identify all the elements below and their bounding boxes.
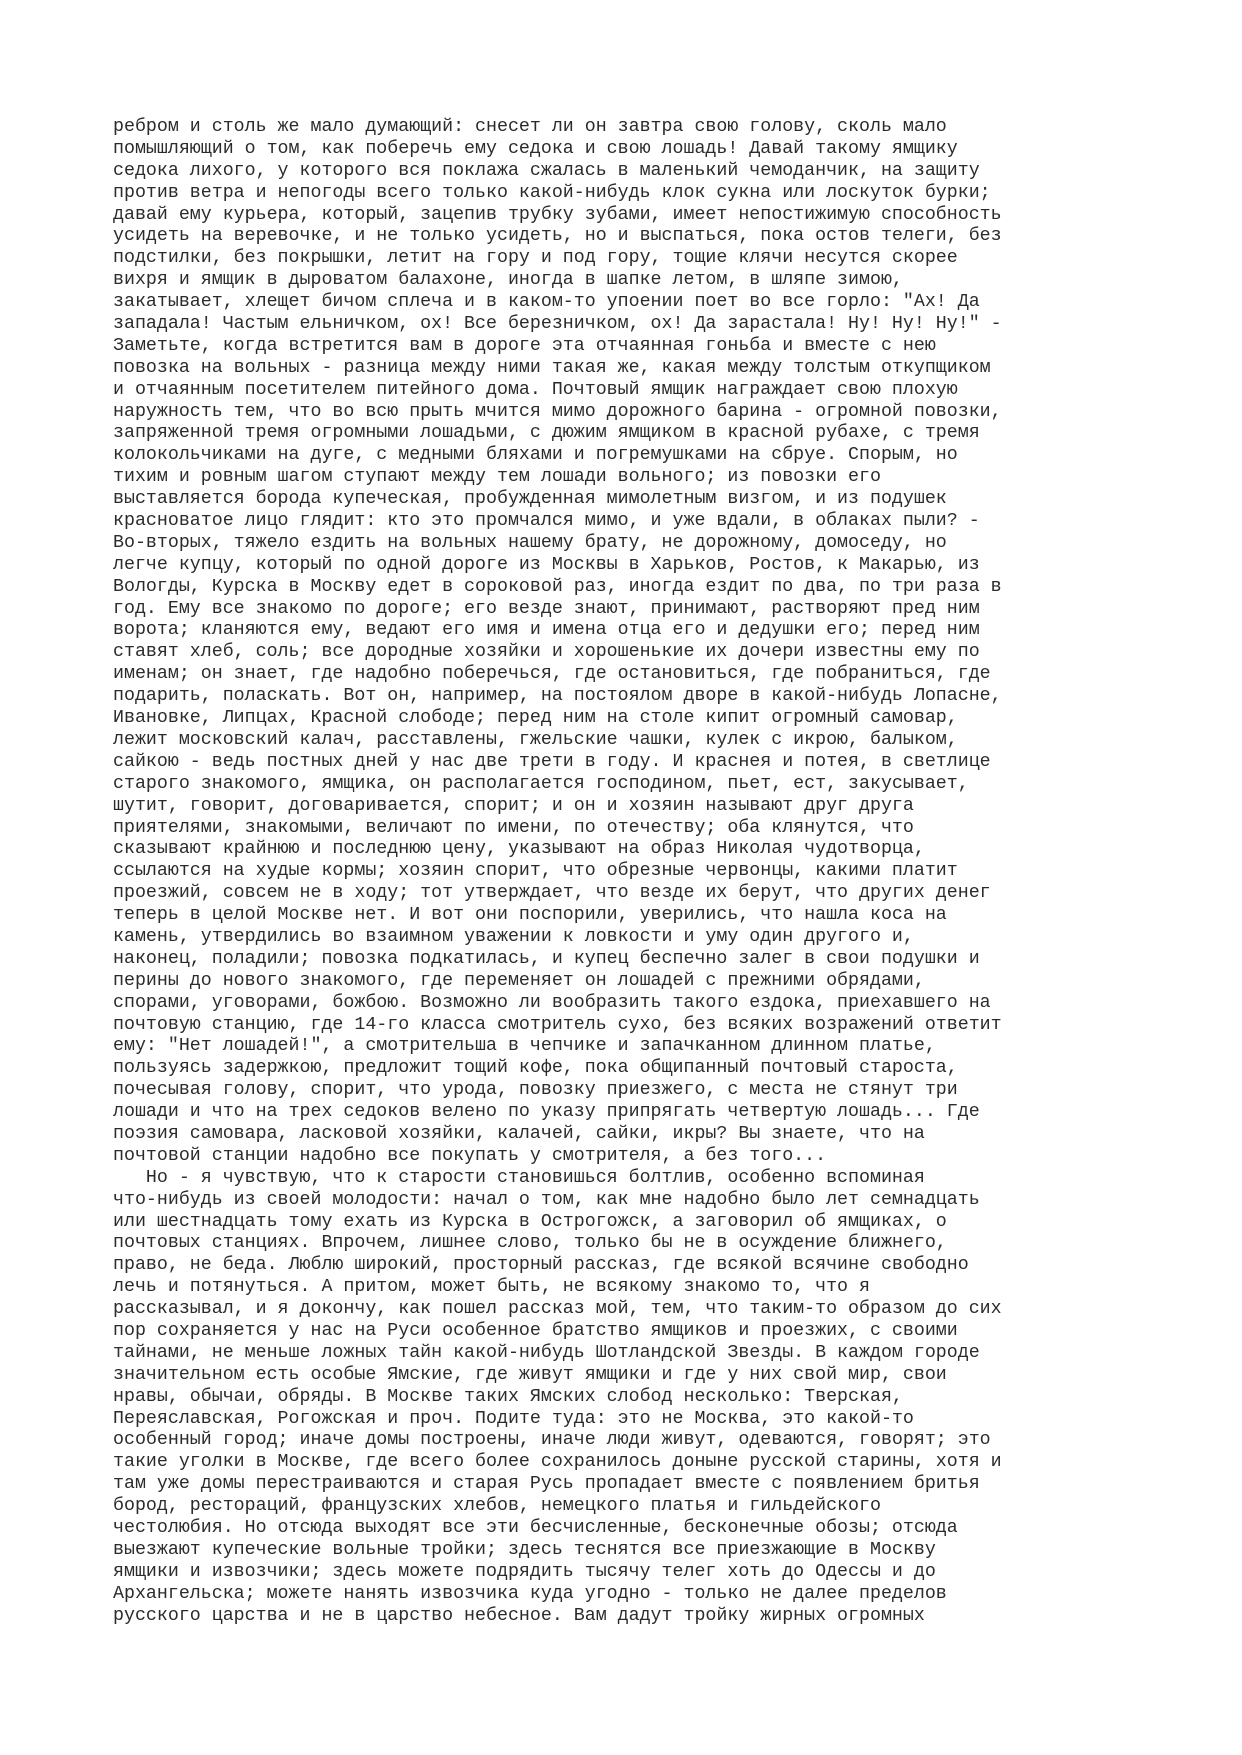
text-line: и отчаянным посетителем питейного дома. Почтовый ямщик награждает свою плохую bbox=[113, 379, 958, 400]
text-line: приятелями, знакомыми, величают по имени, по отечеству; оба клянутся, что bbox=[113, 817, 914, 838]
text-line: легче купцу, который по одной дороге из Москвы в Харьков, Ростов, к Макарью, из bbox=[113, 554, 980, 575]
text-line: наружность тем, что во всю прыть мчится мимо дорожного барина - огромной повозки, bbox=[113, 401, 1002, 422]
text-line: Вологды, Курска в Москву едет в сороковой раз, иногда ездит по два, по три раза в bbox=[113, 576, 1002, 597]
text-line: проезжий, совсем не в ходу; тот утверждает, что везде их берут, что других денег bbox=[113, 883, 991, 904]
text-line: лечь и потянуться. А притом, может быть, не всякому знакомо то, что я bbox=[113, 1277, 870, 1298]
text-line: камень, утвердились во взаимном уважении к ловкости и уму один другого и, bbox=[113, 926, 914, 947]
text-line: повозка на вольных - разница между ними такая же, какая между толстым откупщиком bbox=[113, 357, 991, 378]
text-line: русского царства и не в царство небесное. Вам дадут тройку жирных огромных bbox=[113, 1605, 925, 1626]
text-line: ребром и столь же мало думающий: снесет ли он завтра свою голову, сколь мало bbox=[113, 117, 947, 137]
text-line: почесывая голову, спорит, что урода, повозку приезжего, с места не стянут три bbox=[113, 1080, 958, 1101]
text-line: спорами, уговорами, божбою. Возможно ли вообразить такого ездока, приехавшего на bbox=[113, 992, 991, 1013]
text-line: почтовых станциях. Впрочем, лишнее слово, только бы не в осуждение ближнего, bbox=[113, 1233, 947, 1254]
text-line: ему: "Нет лошадей!", а смотрительша в чепчике и запачканном длинном платье, bbox=[113, 1036, 936, 1057]
text-line: ссылаются на худые кормы; хозяин спорит, что обрезные червонцы, какими платит bbox=[113, 861, 958, 882]
text-line: тихим и ровным шагом ступают между тем лошади вольного; из повозки его bbox=[113, 467, 881, 488]
text-line: давай ему курьера, который, зацепив трубку зубами, имеет непостижимую способность bbox=[113, 204, 1002, 225]
text-line: почтовой станции надобно все покупать у смотрителя, а без того... bbox=[113, 1145, 827, 1166]
text-line: старого знакомого, ямщика, он располагается господином, пьет, ест, закусывает, bbox=[113, 773, 969, 794]
text-line: против ветра и непогоды всего только какой-нибудь клок сукна или лоскуток бурки; bbox=[113, 182, 991, 203]
text-line: лежит московский калач, расставлены, гжельские чашки, кулек с икрою, балыком, bbox=[113, 729, 958, 750]
text-line: почтовую станцию, где 14-го класса смотритель сухо, без всяких возражений ответит bbox=[113, 1014, 1002, 1035]
text-line: Заметьте, когда встретится вам в дороге эта отчаянная гоньба и вместе с нею bbox=[113, 335, 936, 356]
text-line: честолюбия. Но отсюда выходят все эти бесчисленные, бесконечные обозы; отсюда bbox=[113, 1518, 958, 1538]
text-line: значительном есть особые Ямские, где живут ямщики и где у них свой мир, свои bbox=[113, 1364, 947, 1385]
text-line: наконец, поладили; повозка подкатилась, и купец беспечно залег в свои подушки и bbox=[113, 948, 980, 969]
text-line: бород, рестораций, французских хлебов, немецкого платья и гильдейского bbox=[113, 1496, 881, 1517]
text-line: Ивановке, Липцах, Красной слободе; перед ним на столе кипит огромный самовар, bbox=[113, 708, 958, 729]
text-line: рассказывал, и я докончу, как пошел рассказ мой, тем, что таким-то образом до сих bbox=[113, 1299, 1002, 1320]
text-line: подстилки, без покрышки, летит на гору и под гору, тощие клячи несутся скорее bbox=[113, 248, 958, 269]
text-line: поэзия самовара, ласковой хозяйки, калачей, сайки, икры? Вы знаете, что на bbox=[113, 1123, 925, 1144]
text-line: нравы, обычаи, обряды. В Москве таких Ямских слобод несколько: Тверская, bbox=[113, 1386, 903, 1407]
text-line: Архангельска; можете нанять извозчика куда угодно - только не далее пределов bbox=[113, 1583, 947, 1604]
text-line: год. Ему все знакомо по дороге; его везде знают, принимают, растворяют пред ним bbox=[113, 598, 980, 619]
text-line: пользуясь задержкою, предложит тощий кофе, пока общипанный почтовый староста, bbox=[113, 1058, 958, 1079]
text-line: колокольчиками на дуге, с медными бляхами и погремушками на сбруе. Спорым, но bbox=[113, 445, 958, 466]
text-line: или шестнадцать тому ехать из Курска в Острогожск, а заговорил об ямщиках, о bbox=[113, 1211, 947, 1232]
text-line: особенный город; иначе домы построены, иначе люди живут, одеваются, говорят; это bbox=[113, 1430, 991, 1451]
text-line: что-нибудь из своей молодости: начал о том, как мне надобно было лет семнадцать bbox=[113, 1189, 980, 1210]
text-line: тайнами, не меньше ложных тайн какой-нибудь Шотландской Звезды. В каждом городе bbox=[113, 1342, 980, 1363]
body-text bbox=[113, 117, 1133, 1627]
text-line: теперь в целой Москве нет. И вот они поспорили, уверились, что нашла коса на bbox=[113, 905, 947, 926]
text-line: ямщики и извозчики; здесь можете подрядить тысячу телег хоть до Одессы и до bbox=[113, 1561, 936, 1582]
text-line: помышляющий о том, как поберечь ему седока и свою лошадь! Давай такому ямщику bbox=[113, 138, 958, 159]
text-line: шутит, говорит, договаривается, спорит; и он и хозяин называют друг друга bbox=[113, 795, 914, 816]
text-line: подарить, поласкать. Вот он, например, на постоялом дворе в какой-нибудь Лопасне, bbox=[113, 686, 1002, 707]
text-line: Во-вторых, тяжело ездить на вольных нашему брату, не дорожному, домоседу, но bbox=[113, 532, 947, 553]
text-line: красноватое лицо глядит: кто это промчался мимо, и уже вдали, в облаках пыли? - bbox=[113, 511, 980, 532]
text-line: выставляется борода купеческая, пробужденная мимолетным визгом, и из подушек bbox=[113, 489, 947, 510]
text-line: вихря и ямщик в дыроватом балахоне, иногда в шапке летом, в шляпе зимою, bbox=[113, 270, 903, 291]
text-line: ворота; кланяются ему, ведают его имя и имена отца его и дедушки его; перед ним bbox=[113, 620, 980, 641]
text-line: выезжают купеческие вольные тройки; здесь теснятся все приезжающие в Москву bbox=[113, 1539, 936, 1560]
text-line: перины до нового знакомого, где переменяет он лошадей с прежними обрядами, bbox=[113, 970, 925, 991]
text-line: сказывают крайнюю и последнюю цену, указывают на образ Николая чудотворца, bbox=[113, 839, 925, 860]
text-line: такие уголки в Москве, где всего более сохранилось доныне русской старины, хотя и bbox=[113, 1452, 1002, 1473]
text-line: сайкою - ведь постных дней у нас две трети в году. И краснея и потея, в светлице bbox=[113, 751, 991, 772]
text-line: закатывает, хлещет бичом сплеча и в каком-то упоении поет во все горло: "Ах! Да bbox=[113, 292, 980, 313]
text-line: западала! Частым ельничком, ох! Все березничком, ох! Да зарастала! Ну! Ну! Ну!" - bbox=[113, 314, 1002, 335]
text-line: Но - я чувствую, что к старости становишься болтлив, особенно вспоминая bbox=[113, 1167, 925, 1188]
text-line: именам; он знает, где надобно поберечься, где остановиться, где побраниться, где bbox=[113, 664, 991, 685]
text-line: ставят хлеб, соль; все дородные хозяйки и хорошенькие их дочери известны ему по bbox=[113, 642, 980, 663]
text-line: седока лихого, у которого вся поклажа сжалась в маленький чемоданчик, на защиту bbox=[113, 160, 980, 181]
text-line: там уже домы перестраиваются и старая Русь пропадает вместе с появлением бритья bbox=[113, 1474, 980, 1495]
text-line: усидеть на веревочке, и не только усидеть, но и выспаться, пока остов телеги, без bbox=[113, 226, 1002, 247]
text-line: запряженной тремя огромными лошадьми, с дюжим ямщиком в красной рубахе, с тремя bbox=[113, 423, 980, 444]
text-line: лошади и что на трех седоков велено по указу припрягать четвертую лошадь... Где bbox=[113, 1102, 980, 1123]
text-line: пор сохраняется у нас на Руси особенное братство ямщиков и проезжих, с своими bbox=[113, 1320, 958, 1341]
text-line: право, не беда. Люблю широкий, просторный рассказ, где всякой всячине свободно bbox=[113, 1255, 969, 1276]
text-line: Переяславская, Рогожская и проч. Подите туда: это не Москва, это какой-то bbox=[113, 1408, 914, 1429]
